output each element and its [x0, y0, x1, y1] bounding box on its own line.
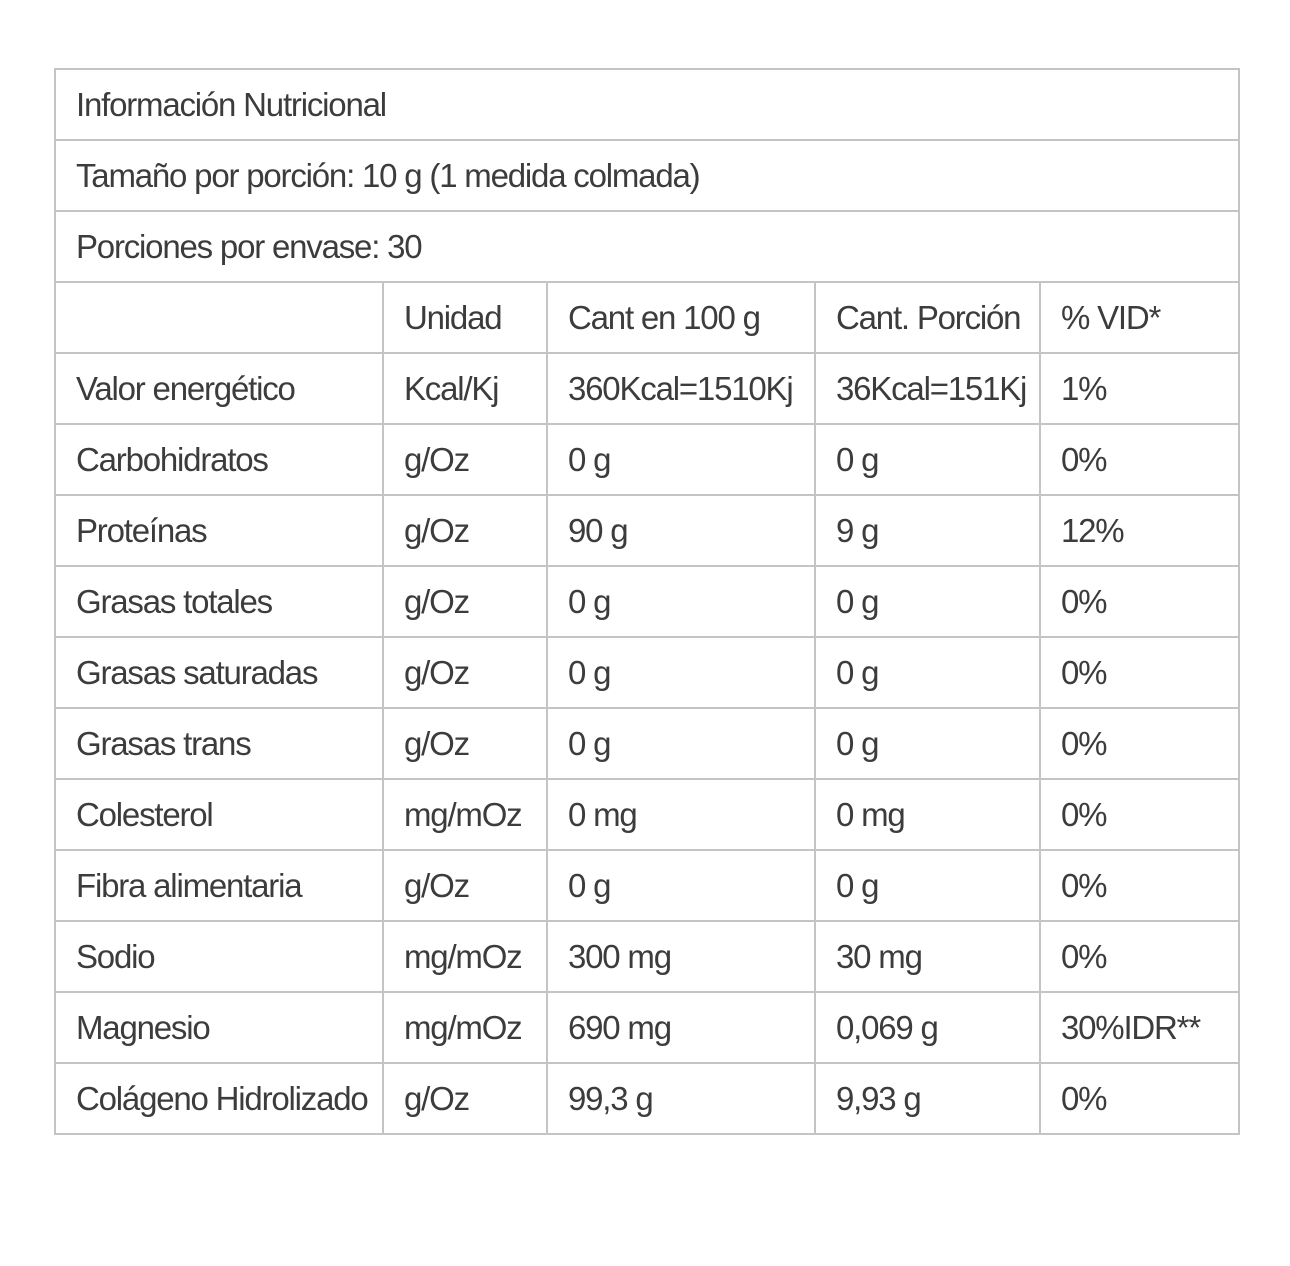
cell-amount-per-100g: 0 g	[547, 566, 815, 637]
cell-nutrient-name: Colágeno Hidrolizado	[55, 1063, 383, 1134]
cell-nutrient-name: Grasas saturadas	[55, 637, 383, 708]
cell-amount-per-serving: 0 g	[815, 708, 1040, 779]
serving-size: Tamaño por porción: 10 g (1 medida colmada)	[55, 140, 1239, 211]
nutrient-row	[55, 1063, 1239, 1134]
cell-amount-per-serving: 36Kcal=151Kj	[815, 353, 1040, 424]
cell-amount-per-serving: 9,93 g	[815, 1063, 1040, 1134]
header-cell-per-serving: Cant. Porción	[815, 282, 1040, 353]
cell-amount-per-100g: 0 g	[547, 424, 815, 495]
cell-nutrient-name: Colesterol	[55, 779, 383, 850]
cell-daily-value: 0%	[1040, 708, 1239, 779]
cell-amount-per-100g: 99,3 g	[547, 1063, 815, 1134]
nutrient-row	[55, 850, 1239, 921]
header-cell-per-100g: Cant en 100 g	[547, 282, 815, 353]
nutrient-row	[55, 779, 1239, 850]
cell-nutrient-name: Grasas trans	[55, 708, 383, 779]
cell-amount-per-100g: 300 mg	[547, 921, 815, 992]
cell-unit: g/Oz	[383, 424, 547, 495]
cell-daily-value: 0%	[1040, 424, 1239, 495]
cell-unit: Kcal/Kj	[383, 353, 547, 424]
cell-daily-value: 0%	[1040, 637, 1239, 708]
cell-amount-per-serving: 0 mg	[815, 779, 1040, 850]
cell-amount-per-serving: 0 g	[815, 637, 1040, 708]
nutrient-row	[55, 992, 1239, 1063]
servings-per-container: Porciones por envase: 30	[55, 211, 1239, 282]
cell-amount-per-serving: 9 g	[815, 495, 1040, 566]
cell-amount-per-100g: 0 mg	[547, 779, 815, 850]
cell-amount-per-serving: 30 mg	[815, 921, 1040, 992]
cell-nutrient-name: Proteínas	[55, 495, 383, 566]
cell-daily-value: 0%	[1040, 850, 1239, 921]
nutrient-row	[55, 495, 1239, 566]
servings-per-container-row	[55, 211, 1239, 282]
cell-unit: mg/mOz	[383, 992, 547, 1063]
cell-nutrient-name: Grasas totales	[55, 566, 383, 637]
nutrition-facts-table	[54, 68, 1240, 1135]
header-cell-daily-value: % VID*	[1040, 282, 1239, 353]
cell-nutrient-name: Carbohidratos	[55, 424, 383, 495]
cell-unit: g/Oz	[383, 708, 547, 779]
nutrient-row	[55, 566, 1239, 637]
cell-unit: g/Oz	[383, 1063, 547, 1134]
cell-daily-value: 0%	[1040, 921, 1239, 992]
cell-amount-per-100g: 360Kcal=1510Kj	[547, 353, 815, 424]
cell-unit: mg/mOz	[383, 921, 547, 992]
cell-daily-value: 0%	[1040, 566, 1239, 637]
cell-unit: g/Oz	[383, 850, 547, 921]
table-title: Información Nutricional	[55, 69, 1239, 140]
cell-amount-per-serving: 0 g	[815, 566, 1040, 637]
cell-amount-per-serving: 0 g	[815, 850, 1040, 921]
nutrient-row	[55, 708, 1239, 779]
nutrient-row	[55, 921, 1239, 992]
cell-amount-per-100g: 90 g	[547, 495, 815, 566]
cell-nutrient-name: Magnesio	[55, 992, 383, 1063]
header-cell-nutrient	[55, 282, 383, 353]
cell-daily-value: 1%	[1040, 353, 1239, 424]
cell-amount-per-serving: 0 g	[815, 424, 1040, 495]
nutrient-row	[55, 353, 1239, 424]
cell-nutrient-name: Sodio	[55, 921, 383, 992]
nutrient-row	[55, 424, 1239, 495]
cell-amount-per-100g: 0 g	[547, 850, 815, 921]
cell-daily-value: 0%	[1040, 1063, 1239, 1134]
cell-amount-per-100g: 0 g	[547, 637, 815, 708]
nutrient-row	[55, 637, 1239, 708]
column-header-row	[55, 282, 1239, 353]
header-cell-unit: Unidad	[383, 282, 547, 353]
cell-amount-per-serving: 0,069 g	[815, 992, 1040, 1063]
cell-nutrient-name: Fibra alimentaria	[55, 850, 383, 921]
cell-daily-value: 0%	[1040, 779, 1239, 850]
cell-daily-value: 30%IDR**	[1040, 992, 1239, 1063]
cell-unit: g/Oz	[383, 637, 547, 708]
cell-daily-value: 12%	[1040, 495, 1239, 566]
cell-unit: g/Oz	[383, 566, 547, 637]
cell-unit: mg/mOz	[383, 779, 547, 850]
title-row	[55, 69, 1239, 140]
serving-size-row	[55, 140, 1239, 211]
cell-amount-per-100g: 690 mg	[547, 992, 815, 1063]
cell-nutrient-name: Valor energético	[55, 353, 383, 424]
cell-amount-per-100g: 0 g	[547, 708, 815, 779]
cell-unit: g/Oz	[383, 495, 547, 566]
